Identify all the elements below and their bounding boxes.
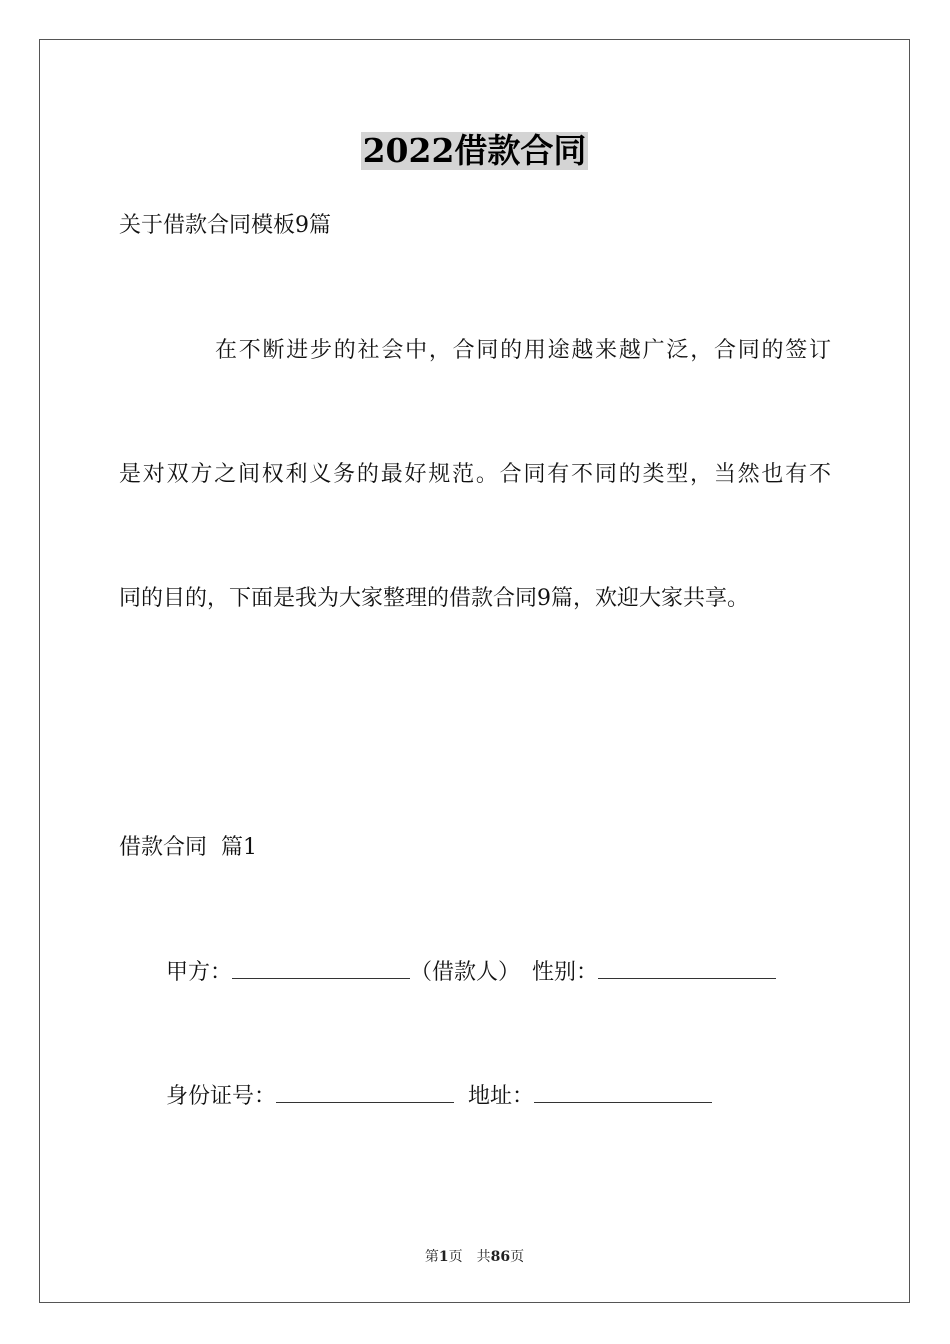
gender-label: 性别： bbox=[532, 960, 599, 985]
intro-line-1: 在不断进步的社会中，合同的用途越来越广泛，合同的签订 bbox=[215, 338, 831, 363]
document-subtitle: 关于借款合同模板9篇 bbox=[119, 213, 331, 238]
footer-total-suffix: 页 bbox=[510, 1249, 525, 1265]
footer-prefix: 第 bbox=[424, 1249, 439, 1265]
party-a-line bbox=[166, 962, 776, 984]
footer-page-suffix: 页 bbox=[448, 1249, 463, 1265]
id-number-field[interactable] bbox=[276, 1101, 454, 1103]
page-footer bbox=[40, 1250, 909, 1264]
document-page bbox=[39, 39, 910, 1303]
footer-total-prefix: 共 bbox=[476, 1249, 491, 1265]
id-number-label: 身份证号： bbox=[166, 1084, 277, 1109]
party-a-role: （借款人） bbox=[410, 960, 521, 985]
footer-page-number: 1 bbox=[438, 1249, 449, 1265]
document-title: 2022借款合同 bbox=[362, 131, 587, 170]
party-a-name-field[interactable] bbox=[232, 977, 410, 979]
document-title-wrap bbox=[40, 132, 909, 170]
intro-line-3: 同的目的，下面是我为大家整理的借款合同9篇，欢迎大家共享。 bbox=[119, 586, 749, 611]
party-a-label: 甲方： bbox=[166, 960, 233, 985]
gender-field[interactable] bbox=[598, 977, 776, 979]
address-field[interactable] bbox=[534, 1101, 712, 1103]
section-heading: 借款合同 篇1 bbox=[119, 835, 257, 860]
footer-total-pages: 86 bbox=[490, 1249, 511, 1265]
address-label: 地址： bbox=[468, 1084, 535, 1109]
intro-line-2: 是对双方之间权利义务的最好规范。合同有不同的类型，当然也有不 bbox=[119, 462, 831, 487]
id-address-line bbox=[166, 1086, 712, 1108]
